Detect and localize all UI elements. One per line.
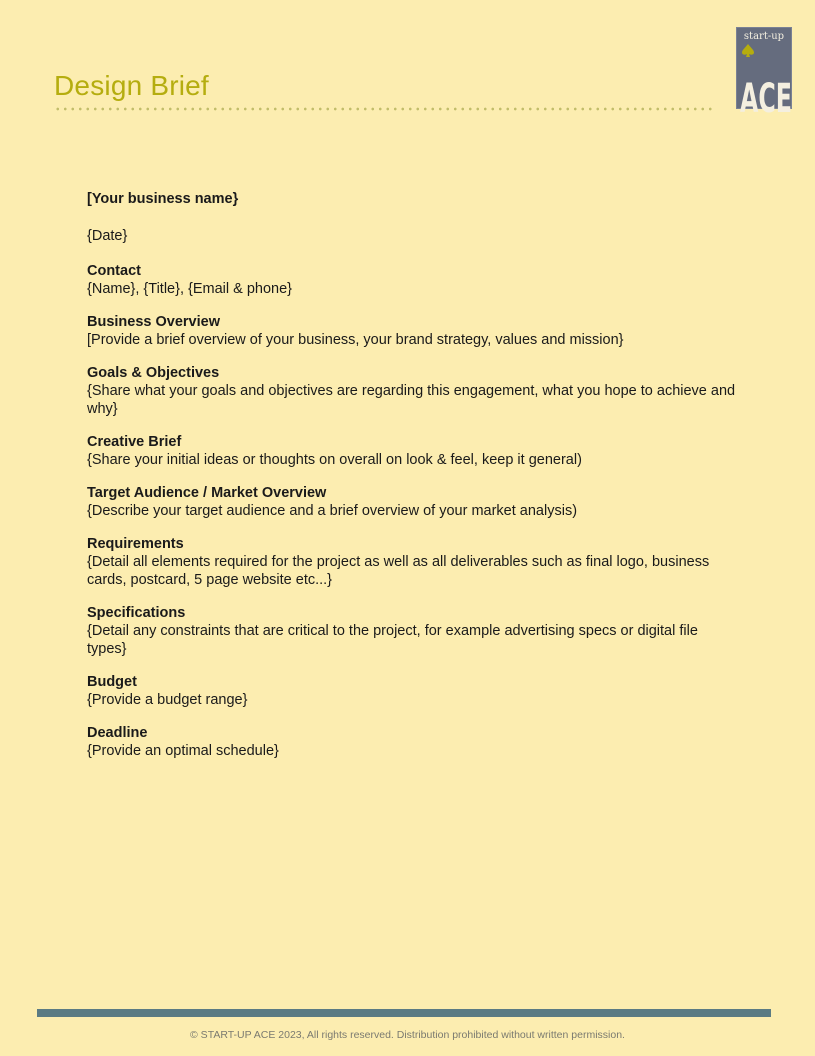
business-name: [Your business name}	[87, 191, 239, 207]
brief-sections	[87, 262, 737, 760]
section-body: [Provide a brief overview of your business, your brand strategy, values and mission}	[87, 332, 624, 348]
section-body: {Share what your goals and objectives are regarding this engagement, what you hope to achieve and why}	[87, 383, 736, 417]
brief-section	[87, 535, 737, 589]
section-body: {Detail all elements required for the project as well as all deliverables such as final logo, business cards, postcard, 5 page website etc...}	[87, 554, 710, 588]
brief-section	[87, 262, 737, 298]
title-divider	[54, 107, 714, 111]
section-body: {Detail any constraints that are critical to the project, for example advertising specs or digital file types}	[87, 623, 698, 657]
logo-top-text: start-up	[743, 31, 785, 42]
brief-section	[87, 433, 737, 469]
brief-section	[87, 484, 737, 520]
brief-content	[87, 189, 737, 775]
section-heading: Business Overview	[87, 314, 220, 330]
footer-copyright: © START-UP ACE 2023, All rights reserved. Distribution prohibited without written permission.	[190, 1029, 625, 1041]
page-title: Design Brief	[54, 70, 209, 101]
section-heading: Requirements	[87, 536, 184, 552]
date-field: {Date}	[87, 228, 128, 244]
brief-section	[87, 673, 737, 709]
spade-icon	[742, 44, 754, 57]
section-body: {Provide a budget range}	[87, 692, 248, 708]
logo-main-text: ACE	[740, 75, 792, 123]
section-heading: Budget	[87, 674, 137, 690]
section-heading: Creative Brief	[87, 434, 182, 450]
section-body: {Share your initial ideas or thoughts on overall on look & feel, keep it general)	[87, 452, 582, 468]
section-heading: Goals & Objectives	[87, 365, 220, 381]
start-up-ace-logo	[736, 27, 792, 123]
section-body: {Provide an optimal schedule}	[87, 743, 279, 759]
brief-section	[87, 313, 737, 349]
section-heading: Target Audience / Market Overview	[87, 485, 327, 501]
brief-section	[87, 604, 737, 658]
section-heading: Deadline	[87, 725, 148, 741]
brief-section	[87, 364, 737, 418]
section-heading: Contact	[87, 263, 141, 279]
brief-section	[87, 724, 737, 760]
footer-bar	[37, 1009, 771, 1017]
section-body: {Describe your target audience and a brief overview of your market analysis)	[87, 503, 578, 519]
section-body: {Name}, {Title}, {Email & phone}	[87, 281, 293, 297]
section-heading: Specifications	[87, 605, 186, 621]
